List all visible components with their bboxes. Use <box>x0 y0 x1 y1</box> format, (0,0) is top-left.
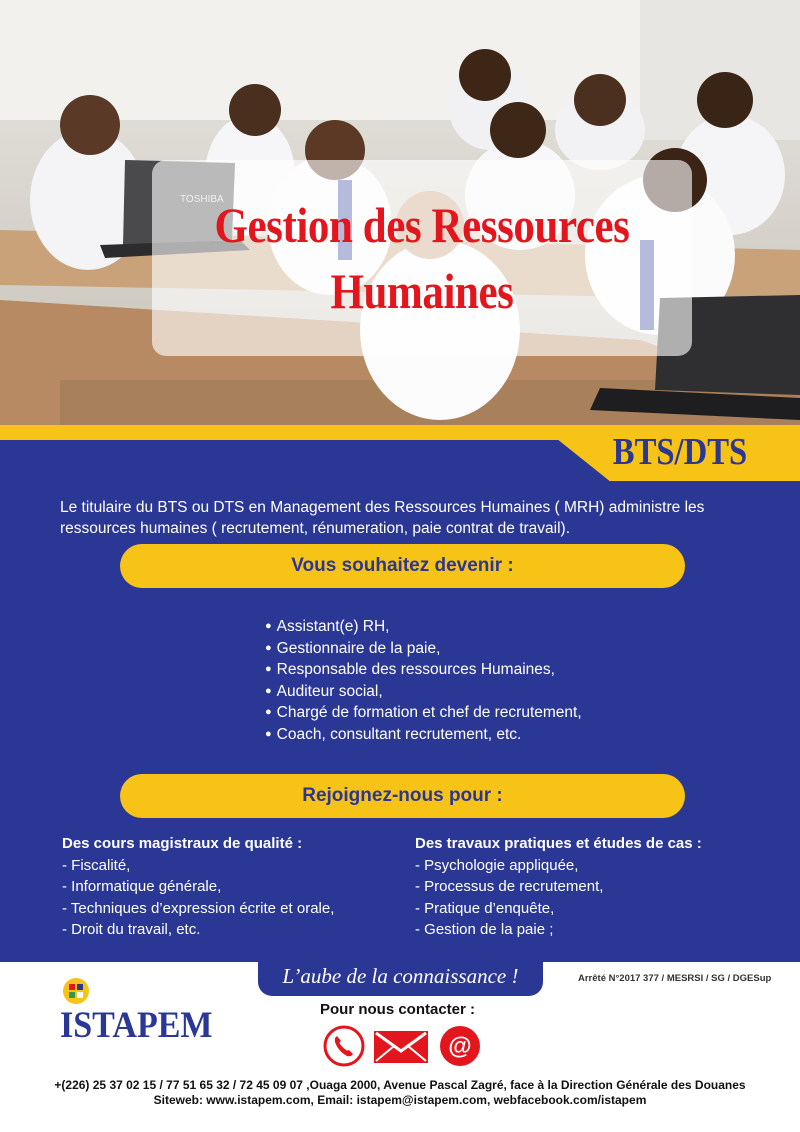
list-item: - Fiscalité, <box>62 856 131 874</box>
program-title-line1: Gestion des Ressources <box>214 197 630 253</box>
list-item: ● Auditeur social, <box>265 681 582 703</box>
list-item: - Psychologie appliquée, <box>415 856 579 874</box>
program-description: Le titulaire du BTS ou DTS en Management des Ressources Humaines ( MRH) administre les ressources humaines ( recrutement, rénumeration, paie contrat de travail). <box>60 499 705 537</box>
address-block <box>0 1078 800 1108</box>
list-item: ● Gestionnaire de la paie, <box>265 638 582 660</box>
mail-icon[interactable] <box>372 1024 430 1068</box>
practicals-title: Des travaux pratiques et études de cas : <box>415 835 702 852</box>
list-item: - Informatique générale, <box>62 878 222 895</box>
degree-badge-label: BTS/DTS <box>612 431 748 473</box>
practicals-column <box>415 833 745 941</box>
svg-text:@: @ <box>448 1033 472 1060</box>
list-item: - Droit du travail, etc. <box>62 921 201 938</box>
list-item: - Pratique d’enquête, <box>415 899 555 917</box>
join-heading: Rejoignez-nous pour : <box>120 774 685 818</box>
courses-title: Des cours magistraux de qualité : <box>62 835 303 852</box>
careers-heading: Vous souhaitez devenir : <box>120 544 685 588</box>
slogan: L’aube de la connaissance ! <box>258 958 543 996</box>
list-item: - Processus de recrutement, <box>415 878 604 895</box>
list-item: ● Responsable des ressources Humaines, <box>265 659 582 681</box>
title-box <box>152 160 692 356</box>
accreditation-decree: Arrêté N°2017 377 / MESRSI / SG / DGESup <box>578 973 772 984</box>
contact-web: Siteweb: www.istapem.com, Email: istapem@istapem.com, webfacebook.com/istapem <box>153 1093 647 1107</box>
list-item: - Techniques d’expression écrite et orale, <box>62 899 335 917</box>
career-list <box>265 616 582 745</box>
list-item: ● Coach, consultant recrutement, etc. <box>265 724 582 746</box>
at-icon[interactable] <box>438 1024 482 1068</box>
phone-icon[interactable] <box>322 1024 366 1068</box>
list-item: ● Assistant(e) RH, <box>265 616 582 638</box>
brand-logo: ISTAPEM <box>60 1005 213 1046</box>
logo-mark-icon <box>62 977 90 1005</box>
contact-address: +(226) 25 37 02 15 / 77 51 65 32 / 72 45 09 07 ,Ouaga 2000, Avenue Pascal Zagré, face à la Direction Générale des Douanes <box>54 1078 746 1092</box>
courses-column <box>62 833 355 941</box>
contact-title: Pour nous contacter : <box>320 1001 476 1018</box>
list-item: ● Chargé de formation et chef de recrutement, <box>265 702 582 724</box>
program-title-line2: Humaines <box>330 263 514 319</box>
hero-photo <box>0 0 800 425</box>
list-item: - Gestion de la paie ; <box>415 921 554 938</box>
